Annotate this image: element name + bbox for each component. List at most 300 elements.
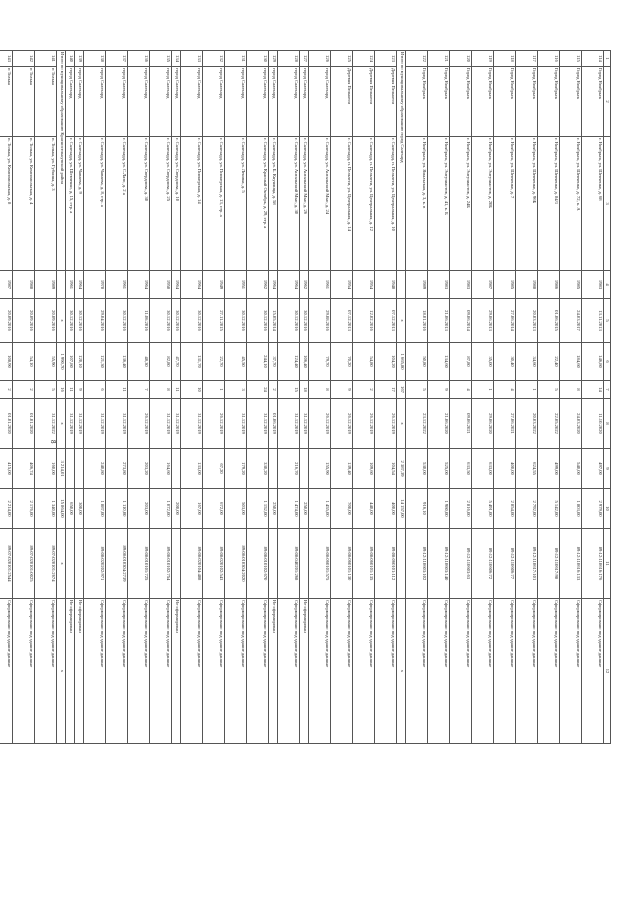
status: Сформировано под здание данные [375, 599, 397, 744]
table-row [181, 51, 203, 744]
cadastral-number: 89:08:020104:488 [181, 529, 203, 599]
year-built: 1989 [406, 271, 428, 299]
year-built: 1962 [247, 271, 269, 299]
date: 30.12.2016 [247, 299, 269, 343]
area: 70,20 [331, 343, 353, 381]
row-number: 114 [582, 51, 604, 67]
date: 13.11.2013 [582, 299, 604, 343]
row-number: 142 [13, 51, 35, 67]
cadastral-number [172, 529, 181, 599]
table-row [309, 51, 331, 744]
cadastral-number: 89:08:010304:2020 [225, 529, 247, 599]
column-number: 2 [604, 67, 611, 137]
settlement: Деревня Пелькеси [331, 67, 353, 137]
row-number: 124 [353, 51, 375, 67]
settlement: город Салехард [66, 67, 75, 137]
deadline: 24.03.2020 [560, 399, 582, 449]
status: Сформировано под здание данные [309, 599, 331, 744]
year-built: 1987 [472, 271, 494, 299]
year-built: 1983 [428, 271, 450, 299]
cadastral-number: 89:07:020101:2674 [35, 529, 57, 599]
row-number: 130 [247, 51, 269, 67]
area: 134,60 [428, 343, 450, 381]
cadastral-value: 2 214,00 [0, 489, 13, 529]
status: Не сформирован [172, 599, 181, 744]
date: 27.06.2014 [494, 299, 516, 343]
status: Сформировано под здание данные [428, 599, 450, 744]
area: 124,40 [278, 343, 300, 381]
address: г. Ноябрьск, ул. Шевченко, д. 84/1 [538, 137, 560, 271]
area: 22,70 [203, 343, 225, 381]
land-area [172, 449, 181, 489]
date: 30.12.2016 [300, 299, 309, 343]
address: г. Салехард, ул. Шевченко, д. 15, стр. а [66, 137, 75, 271]
land-area: 160,00 [35, 449, 57, 489]
residents: 5 [406, 381, 428, 399]
year-built: 1949 [203, 271, 225, 299]
land-area: 104,54 [375, 449, 397, 489]
table-row [269, 51, 278, 744]
settlement: Город Ноябрьск [560, 67, 582, 137]
cadastral-number: 89:08:010102:670 [247, 529, 269, 599]
table-row [300, 51, 309, 744]
settlement: город Салехард [203, 67, 225, 137]
area: 35,00 [472, 343, 494, 381]
address: г. Ноябрьск, ул. Шевченко, д. 68 [582, 137, 604, 271]
year-built: 1954 [331, 271, 353, 299]
address: г. Салехард, ул. Чапаева, д. 8, стр. а [84, 137, 106, 271]
cadastral-number: 89:08:020102:543 [203, 529, 225, 599]
settlement: Город Ноябрьск [472, 67, 494, 137]
land-area: 109,60 [353, 449, 375, 489]
date: 07.12.2013 [331, 299, 353, 343]
settlement: город Салехард [269, 67, 278, 137]
area: 54,80 [353, 343, 375, 381]
row-number: 135 [150, 51, 172, 67]
settlement: Город Ноябрьск [406, 67, 428, 137]
deadline: 26.12.2019 [375, 399, 397, 449]
deadline: х [397, 399, 406, 449]
table-row [247, 51, 269, 744]
land-area [75, 449, 84, 489]
row-number: 136 [128, 51, 150, 67]
land-area [300, 449, 309, 489]
land-area: 624,55 [516, 449, 538, 489]
status: Сформировано под здание данные [331, 599, 353, 744]
status: Сформировано под здание данные [516, 599, 538, 744]
deadline: 27.06.2021 [494, 399, 516, 449]
settlement: город Салехард [181, 67, 203, 137]
deadline: 31.12.2019 [172, 399, 181, 449]
date: 29.04.2016 [84, 299, 106, 343]
table-row [450, 51, 472, 744]
address: г. Салехард, ул. С.Лазо, д. 2 а [106, 137, 128, 271]
column-number: 10 [604, 489, 611, 529]
status: Сформировано под здание данные [84, 599, 106, 744]
table-row [66, 51, 75, 744]
residents: 2 [13, 381, 35, 399]
status: Сформировано под здание данные [128, 599, 150, 744]
cadastral-value: 1 455,00 [309, 489, 331, 529]
cadastral-value: 1 474,00 [278, 489, 300, 529]
residents: 9 [75, 381, 84, 399]
deadline: 26.12.2019 [353, 399, 375, 449]
status: Сформировано под здание данные [406, 599, 428, 744]
status: Сформировано под здание данные [472, 599, 494, 744]
residents: 4 [494, 381, 516, 399]
cadastral-value: 1 110,00 [106, 489, 128, 529]
table-row [494, 51, 516, 744]
residents: 6 [84, 381, 106, 399]
deadline: 21.06.2020 [428, 399, 450, 449]
status: Сформировано под здание данные [106, 599, 128, 744]
cadastral-value: 5 142,00 [538, 489, 560, 529]
status: Сформировано под здание данные [538, 599, 560, 744]
housing-register-table [0, 50, 611, 744]
rotated-table-frame [7, 50, 611, 743]
date: 20.03.2013 [516, 299, 538, 343]
settlement: п Толька [13, 67, 35, 137]
row-number: 143 [0, 51, 13, 67]
land-area: 179,20 [225, 449, 247, 489]
address: г. Салехард, ул. Ангальский Мыс, д. 30 [278, 137, 300, 271]
page-number: 8 [49, 440, 57, 444]
residents: 1 [472, 381, 494, 399]
date: 30.12.2016 [172, 299, 181, 343]
land-area: 2 387,39 [397, 449, 406, 489]
deadline: 26.12.2019 [128, 399, 150, 449]
address: г. Ноябрьск, ул. Энтузиастов, д. 41, к. Б [428, 137, 450, 271]
land-area [66, 449, 75, 489]
year-built: 1964 [278, 271, 300, 299]
address: г. Салехард, ул. Б. Кнунянца, д. 58 [269, 137, 278, 271]
cadastral-value: 650,00 [66, 489, 75, 529]
column-number: 6 [604, 343, 611, 381]
area: 45,50 [225, 343, 247, 381]
address: п. Толька, ул. Комсомольская, д. 4 [13, 137, 35, 271]
cadastral-value: 203,00 [128, 489, 150, 529]
cadastral-value: 1 152,00 [247, 489, 269, 529]
table-row [128, 51, 150, 744]
address: п. Толька, ул. Губкина, д. 3 [35, 137, 57, 271]
row-number: 126 [309, 51, 331, 67]
residents: 18 [300, 381, 309, 399]
column-number: 8 [604, 399, 611, 449]
settlement: п Толька [0, 67, 13, 137]
area: 1 665,80 [397, 343, 406, 381]
cadastral-number: 89:12:110616:133 [560, 529, 582, 599]
date: 20.09.2016 [13, 299, 35, 343]
land-area: 406,74 [13, 449, 35, 489]
row-number: 121 [428, 51, 450, 67]
area: 120,10 [75, 343, 84, 381]
cadastral-value: 1 803,00 [560, 489, 582, 529]
status: Не сформирован [269, 599, 278, 744]
status: х [397, 599, 406, 744]
table-row [35, 51, 57, 744]
date: 30.12.2016 [181, 299, 203, 343]
row-number: 133 [181, 51, 203, 67]
cadastral-value: 2 979,00 [582, 489, 604, 529]
cadastral-number: х [57, 529, 66, 599]
date: 07.12.2013 [375, 299, 397, 343]
settlement: Город Ноябрьск [516, 67, 538, 137]
cadastral-value: 400,00 [375, 489, 397, 529]
settlement: город Салехард [84, 67, 106, 137]
settlement: Город Ноябрьск [538, 67, 560, 137]
cadastral-value: 250,00 [269, 489, 278, 529]
deadline: 22.05.2022 [538, 399, 560, 449]
deadline: 31.12.2019 [278, 399, 300, 449]
deadline: 31.12.2019 [225, 399, 247, 449]
status: Сформировано под здание данные [13, 599, 35, 744]
table-row [75, 51, 84, 744]
deadline: 31.12.2019 [150, 399, 172, 449]
date: 30.12.2016 [150, 299, 172, 343]
deadline: 11.10.2020 [582, 399, 604, 449]
land-area: 499,00 [538, 449, 560, 489]
land-area: 216,70 [278, 449, 300, 489]
year-built [57, 271, 66, 299]
residents: 4 [450, 381, 472, 399]
row-number: 131 [225, 51, 247, 67]
row-number: 117 [516, 51, 538, 67]
year-built: 1948 [375, 271, 397, 299]
address: г. Салехард, п. Пельзеси, ул. Центральная, д. 10 [375, 137, 397, 271]
settlement: город Салехард [247, 67, 269, 137]
cadastral-value: 440,00 [353, 489, 375, 529]
column-number: 9 [604, 449, 611, 489]
cadastral-value: 2 816,00 [450, 489, 472, 529]
address: г. Салехард, ул. Пионерская, д. 13, стр. а [203, 137, 225, 271]
column-number: 1 [604, 51, 611, 67]
settlement: Город Ноябрьск [450, 67, 472, 137]
residents: 2 [269, 381, 278, 399]
year-built: 1986 [538, 271, 560, 299]
area: 184,60 [560, 343, 582, 381]
area: 146,80 [582, 343, 604, 381]
cadastral-number [269, 529, 278, 599]
deadline: 01.01.2020 [0, 399, 13, 449]
deadline: 29.06.2020 [472, 399, 494, 449]
cadastral-number [397, 529, 406, 599]
cadastral-value: 503,00 [225, 489, 247, 529]
deadline: 01.01.2020 [13, 399, 35, 449]
area: 50,80 [406, 343, 428, 381]
address: г. Ноябрьск, ул. Шевченко, д. 7 [494, 137, 516, 271]
group-total-row [397, 51, 406, 744]
residents: 11 [66, 381, 75, 399]
area: 121,30 [84, 343, 106, 381]
cadastral-value: 2 792,00 [516, 489, 538, 529]
column-number-row [604, 51, 611, 744]
deadline: 01.06.2019 [269, 399, 278, 449]
year-built: 1964 [181, 271, 203, 299]
land-area: 240,80 [84, 449, 106, 489]
date: 12.02.2016 [353, 299, 375, 343]
row-number: 129 [269, 51, 278, 67]
table-body [0, 51, 611, 744]
row-number: 128 [278, 51, 300, 67]
area: 104,20 [375, 343, 397, 381]
cadastral-number: 89:12:110603:140 [428, 529, 450, 599]
table-row [353, 51, 375, 744]
date: 15.05.2014 [269, 299, 278, 343]
residents: 24 [247, 381, 269, 399]
year-built: 1987 [0, 271, 13, 299]
residents: 8 [150, 381, 172, 399]
status: Сформировано под здание данные [35, 599, 57, 744]
cadastral-value: 672,00 [203, 489, 225, 529]
area: 37,70 [269, 343, 278, 381]
area: 79,70 [309, 343, 331, 381]
table-row [0, 51, 13, 744]
settlement: Деревня Пелькеси [375, 67, 397, 137]
residents: 9 [331, 381, 353, 399]
table-row [278, 51, 300, 744]
table-row [375, 51, 397, 744]
cadastral-value: 916,10 [406, 489, 428, 529]
group-title: Итого по муниципальному образованию город Салехард [397, 51, 406, 271]
column-number: 11 [604, 529, 611, 599]
address: г. Ноябрьск, ул. Шевченко, д. 96Б [516, 137, 538, 271]
address: г. Ноябрьск, ул. Энтузиастов, д. 24Б [450, 137, 472, 271]
area: 108,90 [0, 343, 13, 381]
date: 30.12.2016 [106, 299, 128, 343]
year-built: 1978 [84, 271, 106, 299]
row-number: 132 [203, 51, 225, 67]
row-number: 127 [300, 51, 309, 67]
status: х [57, 599, 66, 744]
cadastral-number: 89:08:020202:971 [84, 529, 106, 599]
cadastral-number: 89:08:010101:725 [128, 529, 150, 599]
deadline: 09.06.2021 [450, 399, 472, 449]
residents: 14 [582, 381, 604, 399]
row-number: 140 [66, 51, 75, 67]
settlement: город Салехард [128, 67, 150, 137]
row-number: 116 [538, 51, 560, 67]
settlement: Деревня Пелькеси [353, 67, 375, 137]
date: 18.01.2016 [406, 299, 428, 343]
cadastral-value: 1 980,00 [428, 489, 450, 529]
area: 82,80 [150, 343, 172, 381]
table-row [582, 51, 604, 744]
table-row [472, 51, 494, 744]
residents: 1 [516, 381, 538, 399]
cadastral-number: 89:12:110617:98 [538, 529, 560, 599]
cadastral-value: 15 864,00 [57, 489, 66, 529]
address: п. Толька, ул. Комсомольская, д. 8 [0, 137, 13, 271]
land-area: 164,60 [150, 449, 172, 489]
date: 30.12.2016 [225, 299, 247, 343]
area: 48,30 [128, 343, 150, 381]
year-built: 1964 [172, 271, 181, 299]
date: 30.12.2016 [75, 299, 84, 343]
date: 29.08.2016 [309, 299, 331, 343]
date: 30.12.2016 [66, 299, 75, 343]
group-total-row [57, 51, 66, 744]
table-row [560, 51, 582, 744]
date: 27.11.2015 [203, 299, 225, 343]
land-area: 540,00 [560, 449, 582, 489]
year-built: 1988 [516, 271, 538, 299]
land-area: 415,00 [0, 449, 13, 489]
table-row [225, 51, 247, 744]
area: 22,40 [538, 343, 560, 381]
cadastral-value: 2 854,00 [494, 489, 516, 529]
column-number: 7 [604, 381, 611, 399]
status: Сформировано под здание данные [225, 599, 247, 744]
settlement: город Салехард [309, 67, 331, 137]
area: 54,10 [13, 343, 35, 381]
cadastral-value: 1 340,00 [35, 489, 57, 529]
status: Сформировано под здание данные [582, 599, 604, 744]
row-number: 125 [331, 51, 353, 67]
year-built: 1958 [150, 271, 172, 299]
table-row [516, 51, 538, 744]
address: г. Салехард, ул. Красный Октябрь, д. 29, стр. а [247, 137, 269, 271]
land-area: 155,90 [309, 449, 331, 489]
area: 244,10 [247, 343, 269, 381]
deadline: 31.12.2019 [66, 399, 75, 449]
residents: 5 [538, 381, 560, 399]
date: 29.06.2013 [472, 299, 494, 343]
land-area: 400,00 [494, 449, 516, 489]
row-number: 122 [406, 51, 428, 67]
cadastral-value: 700,00 [331, 489, 353, 529]
cadastral-number: 89:12:110603:63 [450, 529, 472, 599]
address: г. Салехард, ул. Пионерская, д. 14 [181, 137, 203, 271]
status: Сформировано под здание данные [278, 599, 300, 744]
row-number: 123 [375, 51, 397, 67]
cadastral-number: 89:12:110606:72 [472, 529, 494, 599]
cadastral-number: 89:08:010304:2739 [106, 529, 128, 599]
table-row [331, 51, 353, 744]
cadastral-number: 89:07:020101:2544 [0, 529, 13, 599]
residents: 2 [353, 381, 375, 399]
column-number: 12 [604, 599, 611, 744]
year-built: 1964 [75, 271, 84, 299]
table-row [428, 51, 450, 744]
cadastral-number: 89:08:060101:135 [353, 529, 375, 599]
year-built: 1962 [300, 271, 309, 299]
settlement: город Салехард [150, 67, 172, 137]
table-row [106, 51, 128, 744]
deadline: 31.12.2019 [300, 399, 309, 449]
table-row [150, 51, 172, 744]
settlement: город Салехард [225, 67, 247, 137]
year-built: 1988 [13, 271, 35, 299]
address: г. Ноябрьск, ул. Ямальская, д. 3, к. в [406, 137, 428, 271]
row-number: 119 [472, 51, 494, 67]
settlement: Город Ноябрьск [428, 67, 450, 137]
status: Сформировано под здание данные [560, 599, 582, 744]
deadline: 31.12.2019 [84, 399, 106, 449]
land-area: 530,00 [406, 449, 428, 489]
deadline: х [57, 399, 66, 449]
land-area: 330,20 [247, 449, 269, 489]
cadastral-value: 5 491,00 [472, 489, 494, 529]
address: г. Ноябрьск, ул. Энтузиастов, д. 20Б [472, 137, 494, 271]
land-area: 67,20 [203, 449, 225, 489]
year-built: 1964 [128, 271, 150, 299]
cadastral-number: 89:12:110603:102 [406, 529, 428, 599]
date: 30.12.2016 [278, 299, 300, 343]
status: Сформировано под здание данные [203, 599, 225, 744]
cadastral-number: 89:12:110617:101 [516, 529, 538, 599]
deadline: 26.12.2019 [309, 399, 331, 449]
year-built: 1961 [309, 271, 331, 299]
